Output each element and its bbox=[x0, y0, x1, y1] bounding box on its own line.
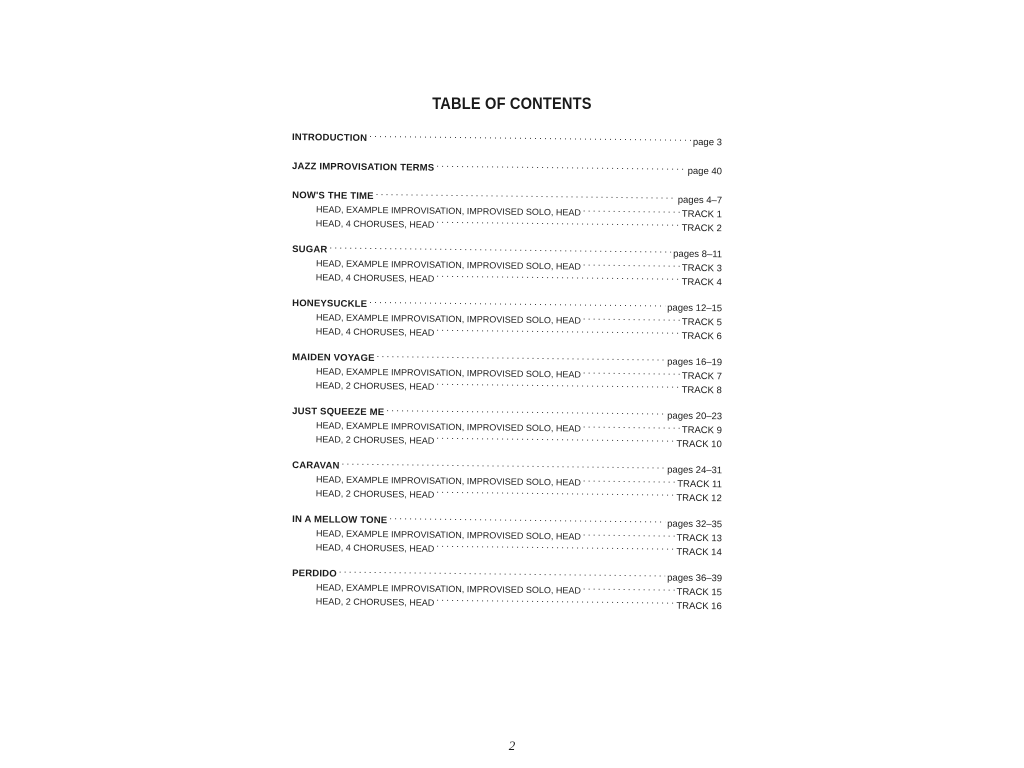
dot-leader bbox=[436, 217, 679, 230]
toc-entry-pages: pages 8–11 bbox=[673, 248, 723, 261]
track-number: TRACK 8 bbox=[681, 384, 722, 396]
toc-entry-pages: page 40 bbox=[687, 165, 723, 178]
track-number: TRACK 16 bbox=[676, 600, 722, 612]
dot-leader bbox=[389, 513, 665, 526]
dot-leader bbox=[436, 433, 674, 446]
toc-entry-pages: pages 16–19 bbox=[667, 356, 723, 369]
dot-leader bbox=[583, 206, 680, 217]
dot-leader bbox=[583, 314, 680, 325]
track-description: HEAD, EXAMPLE IMPROVISATION, IMPROVISED SOLO, HEAD bbox=[315, 258, 581, 272]
toc-entry-title: INTRODUCTION bbox=[291, 132, 368, 144]
track-number: TRACK 5 bbox=[681, 316, 723, 329]
toc-entry bbox=[292, 159, 722, 178]
toc-list bbox=[292, 130, 722, 620]
track-number: TRACK 4 bbox=[681, 276, 722, 288]
toc-entry-title: CARAVAN bbox=[292, 460, 340, 472]
dot-leader bbox=[339, 567, 665, 581]
track-number: TRACK 12 bbox=[676, 492, 722, 504]
toc-entry-pages: pages 36–39 bbox=[667, 572, 723, 585]
track-number: TRACK 3 bbox=[681, 262, 723, 275]
toc-entry-pages: pages 20–23 bbox=[667, 410, 723, 423]
toc-entry-pages: pages 4–7 bbox=[677, 194, 723, 207]
page-title: TABLE OF CONTENTS bbox=[432, 94, 592, 113]
dot-leader bbox=[583, 584, 675, 595]
toc-entry-title: SUGAR bbox=[292, 244, 328, 256]
toc-entry bbox=[292, 296, 722, 342]
track-description: HEAD, EXAMPLE IMPROVISATION, IMPROVISED SOLO, HEAD bbox=[315, 582, 581, 596]
toc-entry-heading bbox=[292, 130, 722, 149]
dot-leader bbox=[369, 131, 691, 145]
dot-leader bbox=[436, 271, 679, 284]
dot-leader bbox=[329, 242, 671, 256]
track-number: TRACK 10 bbox=[676, 438, 722, 450]
track-description: HEAD, EXAMPLE IMPROVISATION, IMPROVISED SOLO, HEAD bbox=[315, 474, 581, 488]
track-number: TRACK 15 bbox=[676, 586, 723, 599]
toc-entry bbox=[292, 242, 722, 288]
toc-entry-title: MAIDEN VOYAGE bbox=[292, 352, 375, 365]
track-description: HEAD, 4 CHORUSES, HEAD bbox=[315, 541, 435, 554]
track-description: HEAD, EXAMPLE IMPROVISATION, IMPROVISED SOLO, HEAD bbox=[315, 420, 581, 434]
toc-entry-title: JAZZ IMPROVISATION TERMS bbox=[291, 161, 435, 174]
dot-leader bbox=[376, 189, 676, 203]
toc-entry-heading bbox=[292, 159, 722, 178]
track-description: HEAD, 4 CHORUSES, HEAD bbox=[315, 271, 435, 284]
toc-entry-title: PERDIDO bbox=[292, 568, 337, 580]
dot-leader bbox=[583, 476, 676, 487]
dot-leader bbox=[583, 368, 680, 379]
toc-entry bbox=[292, 512, 722, 558]
track-description: HEAD, 2 CHORUSES, HEAD bbox=[315, 595, 435, 608]
toc-entry bbox=[292, 130, 722, 149]
dot-leader bbox=[369, 297, 665, 311]
dot-leader bbox=[583, 530, 675, 541]
dot-leader bbox=[436, 487, 674, 500]
track-description: HEAD, EXAMPLE IMPROVISATION, IMPROVISED SOLO, HEAD bbox=[315, 312, 581, 326]
toc-entry-title: NOW'S THE TIME bbox=[292, 190, 374, 202]
dot-leader bbox=[583, 260, 680, 271]
track-description: HEAD, 2 CHORUSES, HEAD bbox=[315, 487, 435, 500]
toc-entry-pages: pages 24–31 bbox=[667, 464, 723, 477]
track-number: TRACK 9 bbox=[681, 424, 723, 437]
track-number: TRACK 1 bbox=[681, 208, 723, 221]
track-description: HEAD, EXAMPLE IMPROVISATION, IMPROVISED SOLO, HEAD bbox=[315, 366, 581, 380]
track-number: TRACK 14 bbox=[676, 546, 722, 558]
toc-entry-pages: page 3 bbox=[692, 136, 723, 149]
toc-entry-pages: pages 12–15 bbox=[667, 302, 723, 315]
dot-leader bbox=[342, 459, 666, 473]
toc-entry-pages: pages 32–35 bbox=[667, 518, 723, 531]
track-description: HEAD, 4 CHORUSES, HEAD bbox=[315, 325, 435, 338]
toc-entry bbox=[292, 566, 722, 612]
toc-entry bbox=[292, 350, 722, 396]
track-number: TRACK 2 bbox=[681, 222, 722, 234]
dot-leader bbox=[386, 405, 665, 418]
track-description: HEAD, EXAMPLE IMPROVISATION, IMPROVISED SOLO, HEAD bbox=[315, 204, 581, 218]
dot-leader bbox=[436, 595, 674, 608]
dot-leader bbox=[436, 325, 679, 338]
dot-leader bbox=[377, 351, 666, 365]
dot-leader bbox=[436, 541, 674, 554]
track-number: TRACK 13 bbox=[676, 532, 723, 545]
dot-leader bbox=[436, 161, 685, 174]
track-number: TRACK 7 bbox=[681, 370, 723, 383]
toc-entry-title: HONEYSUCKLE bbox=[292, 298, 368, 310]
track-number: TRACK 6 bbox=[681, 330, 722, 342]
dot-leader bbox=[436, 379, 679, 392]
toc-entry-title: IN A MELLOW TONE bbox=[292, 514, 388, 527]
toc-entry bbox=[292, 188, 722, 234]
dot-leader bbox=[583, 422, 680, 433]
track-description: HEAD, EXAMPLE IMPROVISATION, IMPROVISED SOLO, HEAD bbox=[315, 528, 581, 542]
track-description: HEAD, 2 CHORUSES, HEAD bbox=[315, 379, 435, 392]
toc-entry bbox=[292, 458, 722, 504]
toc-entry bbox=[292, 404, 722, 450]
track-description: HEAD, 2 CHORUSES, HEAD bbox=[315, 433, 435, 446]
page-number: 2 bbox=[508, 738, 516, 753]
track-description: HEAD, 4 CHORUSES, HEAD bbox=[315, 217, 435, 230]
track-number: TRACK 11 bbox=[677, 478, 723, 491]
toc-entry-title: JUST SQUEEZE ME bbox=[292, 406, 385, 419]
